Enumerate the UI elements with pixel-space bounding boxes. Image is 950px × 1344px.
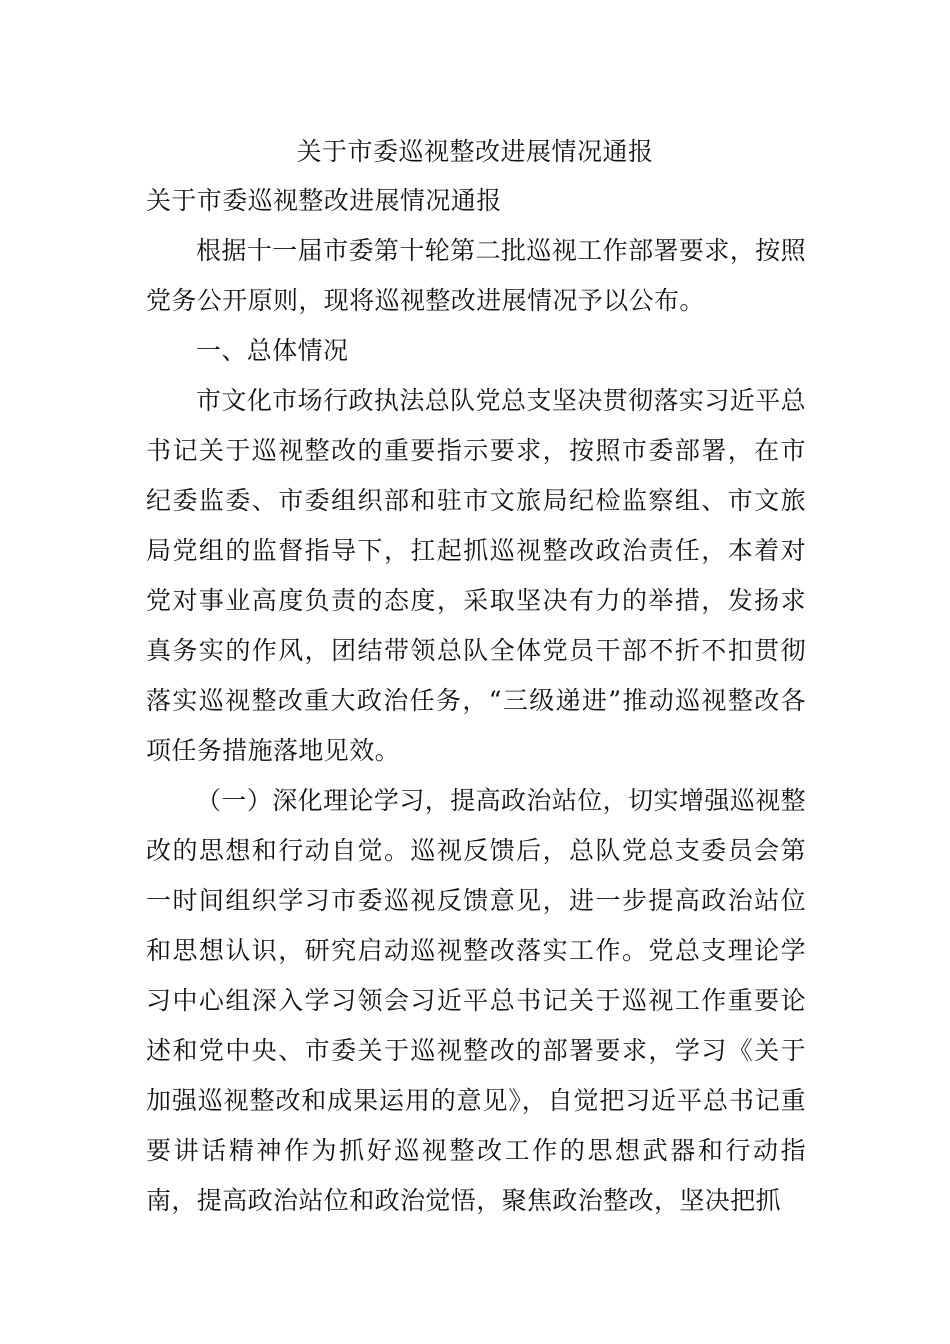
paragraph-overview: 市文化市场行政执法总队党总支坚决贯彻落实习近平总书记关于巡视整改的重要指示要求，按照市委部署，在市纪委监委、市委组织部和驻市文旅局纪检监察组、市文旅局党组的监督指导下，扛起抓巡视整改政治责任，本着对党对事业高度负责的态度，采取坚决有力的举措，发扬求真务实的作风，团结带领总队全体党员干部不折不扣贯彻落实巡视整改重大政治任务，“三级递进”推动巡视整改各项任务措施落地见效。 (146, 386, 806, 765)
document-body (146, 176, 806, 1226)
paragraph-study: （一）深化理论学习，提高政治站位，切实增强巡视整改的思想和行动自觉。巡视反馈后，总队党总支委员会第一时间组织学习市委巡视反馈意见，进一步提高政治站位和思想认识，研究启动巡视整改落实工作。党总支理论学习中心组深入学习领会习近平总书记关于巡视工作重要论述和党中央、市委关于巡视整改的部署要求，学习《关于加强巡视整改和成果运用的意见》，自觉把习近平总书记重要讲话精神作为抓好巡视整改工作的思想武器和行动指南，提高政治站位和政治觉悟，聚焦政治整改，坚决把抓 (146, 786, 806, 1215)
section-heading-overview: 一、总体情况 (196, 336, 349, 365)
document-title: 关于市委巡视整改进展情况通报 (296, 137, 654, 166)
paragraph-intro: 根据十一届市委第十轮第二批巡视工作部署要求，按照党务公开原则，现将巡视整改进展情况予以公布。 (146, 236, 806, 315)
document-subtitle: 关于市委巡视整改进展情况通报 (146, 186, 502, 215)
